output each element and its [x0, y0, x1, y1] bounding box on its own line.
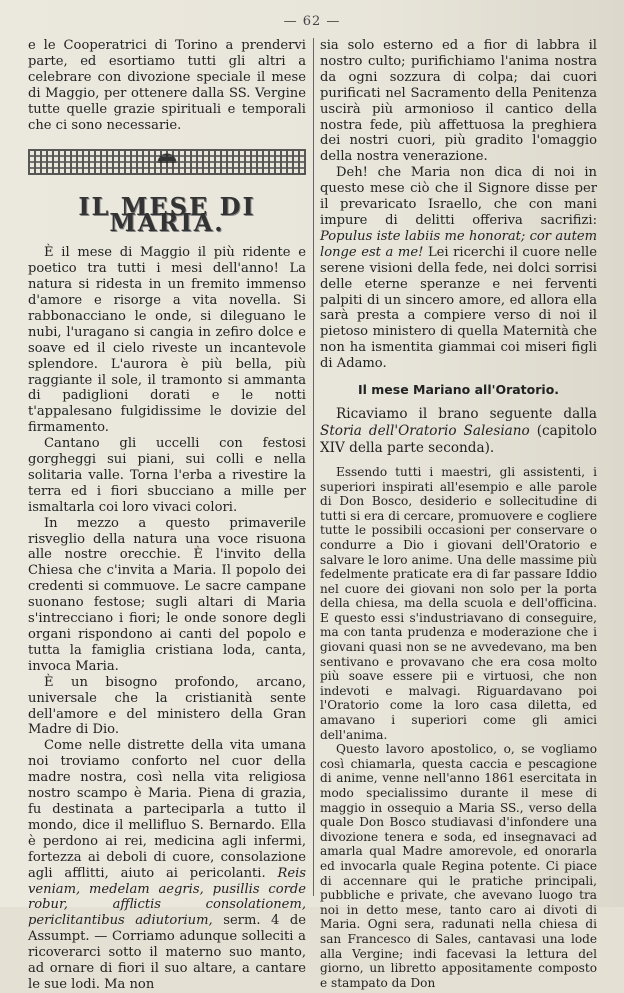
- paragraph-5-start: Come nelle distrette della vita umana noi troviamo conforto nel cuor della madre nostra, così nella vita religiosa nostro scampo è Maria. Piena di grazia, fu destinata a parteciparla a tutto il mondo, dice il mellifluo S. Bernardo. Ella è perdono ai rei, medicina agli infermi, fortezza ai deboli di cuore, consolazione agli afflitti, aiuto ai pericolanti.: [28, 738, 306, 881]
- continued-paragraph: sia solo esterno ed a fior di labbra il nostro culto; purifichiamo l'anima nostra da ogni sozzura di colpa; dai cuori purificati nel Sacramento della Penitenza uscirà più armonioso il cantico della nostra fede, più affettuosa la preghiera dei nostri cuori, più gradito l'omaggio della nostra venerazione.: [320, 38, 597, 165]
- intro-end: (capitolo XIV della parte seconda).: [320, 422, 597, 456]
- paragraph-deh: [320, 165, 597, 372]
- book-title: Storia dell'Oratorio Salesiano: [320, 422, 530, 439]
- paragraph-4: È un bisogno profondo, arcano, universale che la cristianità sente dell'amore e del ministero della Gran Madre di Dio.: [28, 674, 306, 738]
- intro-paragraph: [320, 406, 597, 457]
- decorative-ornament-band: [28, 149, 306, 187]
- latin-quote-populus: Populus iste labiis me honorat; cor autem longe est a me!: [320, 228, 597, 260]
- quoted-paragraph-1: Essendo tutti i maestri, gli assistenti, i superiori inspirati all'esempio e alle parole di Don Bosco, desiderio e sollecitudine di tutti si era di cercare, promuovere e cogliere tutte le possibili occasioni per conservare o condurre a Dio i giovani dell'Oratorio e salvare le loro anime. Una delle massime più fedelmente praticate era di far passare Iddio nel cuore dei giovani non solo per la porta della chiesa, ma della scuola e dell'officina. E questo essi s'industriavano di conseguire, ma con tanta prudenza e moderazione che i giovani quasi non se ne avvedevano, ma ben sentivano e provavano che era cosa molto più soave essere pii e virtuosi, che non indevoti e malvagi. Riguardavano poi l'Oratorio come la loro casa diletta, ed amavano i superiori come gli amici dell'anima.: [320, 464, 597, 742]
- column-divider: [313, 38, 314, 896]
- left-column: [28, 38, 307, 992]
- paragraph-deh-end: Lei ricerchi il cuore nelle serene visioni della fede, nei dolci sorrisi delle eterne speranze e nei ferventi palpiti di un sincero amore, ed allora ella sarà presta a compiere verso di noi il pietoso ministero di quella Maternità che non ha ismentita giammai coi miseri figli di Adamo.: [320, 244, 597, 372]
- section-title: IL MESE DI MARIA.: [78, 192, 256, 238]
- latin-quote: Reis veniam, medelam aegris, pusillis corde robur, afflictis consolationem, periclitantibus adiutorium,: [28, 865, 307, 929]
- subsection-heading: Il mese Mariano all'Oratorio.: [357, 382, 560, 398]
- paragraph-3: In mezzo a questo primaverile risveglio della natura una voce risuona alle nostre orecchie. È l'invito della Chiesa che c'invita a Maria. Il popolo dei credenti si commuove. Le sacre campane suonano festose; sugli altari di Maria s'intrecciano i fiori; le onde sonore degli organi rispondono ai canti del popolo e tutta la famiglia cristiana loda, canta, invoca Maria.: [28, 515, 306, 674]
- paragraph-1: È il mese di Maggio il più ridente e poetico tra tutti i mesi dell'anno! La natura si ridesta in un fremito immenso d'amore e risorge a vita novella. Si rabbonacciano le onde, si dileguano le nubi, l'uragano si cangia in zefiro dolce e soave ed il cielo riveste un incantevole splendore. L'aurora è più bella, più raggiante il sole, il tramonto si ammanta di padiglioni dorati e le notti t'appalesano fulgidissime le dovizie del firmamento.: [28, 245, 306, 436]
- ornament-band: [28, 149, 306, 175]
- paragraph-2: Cantano gli uccelli con festosi gorgheggi sui piani, sui colli e nella solitaria valle. Torna l'erba a rivestire la terra ed i fiori sbucciano a mille per ismaltarla coi loro vivaci colori.: [28, 436, 306, 515]
- opening-paragraph: e le Cooperatrici di Torino a prendervi parte, ed esortiamo tutti gli altri a celebrare con divozione speciale il mese di Maggio, per ottenere dalla SS. Vergine tutte quelle grazie spirituali e temporali che ci sono necessarie.: [28, 38, 306, 133]
- quoted-paragraph-2: Questo lavoro apostolico, o, se vogliamo così chiamarla, questa caccia e pescagione di anime, venne nell'anno 1861 esercitata in modo specialissimo durante il mese di maggio in ossequio a Maria SS., verso della quale Don Bosco studiavasi d'infondere una divozione tenera e soda, ed insegnavaci ad amarla qual Madre amorevole, ed onorarla ed invocarla quale Regina potente. Ci piace di accennare qui le pratiche principali, pubbliche e private, che avevano luogo tra noi in detto mese, tanto caro ai divoti di Maria. Ogni sera, radunati nella chiesa di san Francesco di Sales, cantavasi una lode alla Vergine; indi facevasi la lettura del giorno, un libretto appositamente composto e stampato da Don: [320, 742, 597, 990]
- right-column: [320, 38, 597, 990]
- page-number: — 62 —: [283, 14, 341, 29]
- intro-start: Ricaviamo il brano seguente dalla: [336, 405, 597, 422]
- paragraph-5: [28, 738, 306, 993]
- paragraph-deh-start: Deh! che Maria non dica di noi in questo mese ciò che il Signore disse per il prevaricato Israello, che con mani impure di delitti offeriva sacrifizi:: [320, 165, 597, 228]
- paragraph-5-end: serm. 4 de Assumpt. — Corriamo adunque solleciti a ricoverarci sotto il materno suo manto, ad ornare di fiori il suo altare, a cantare le sue lodi. Ma non: [28, 913, 306, 992]
